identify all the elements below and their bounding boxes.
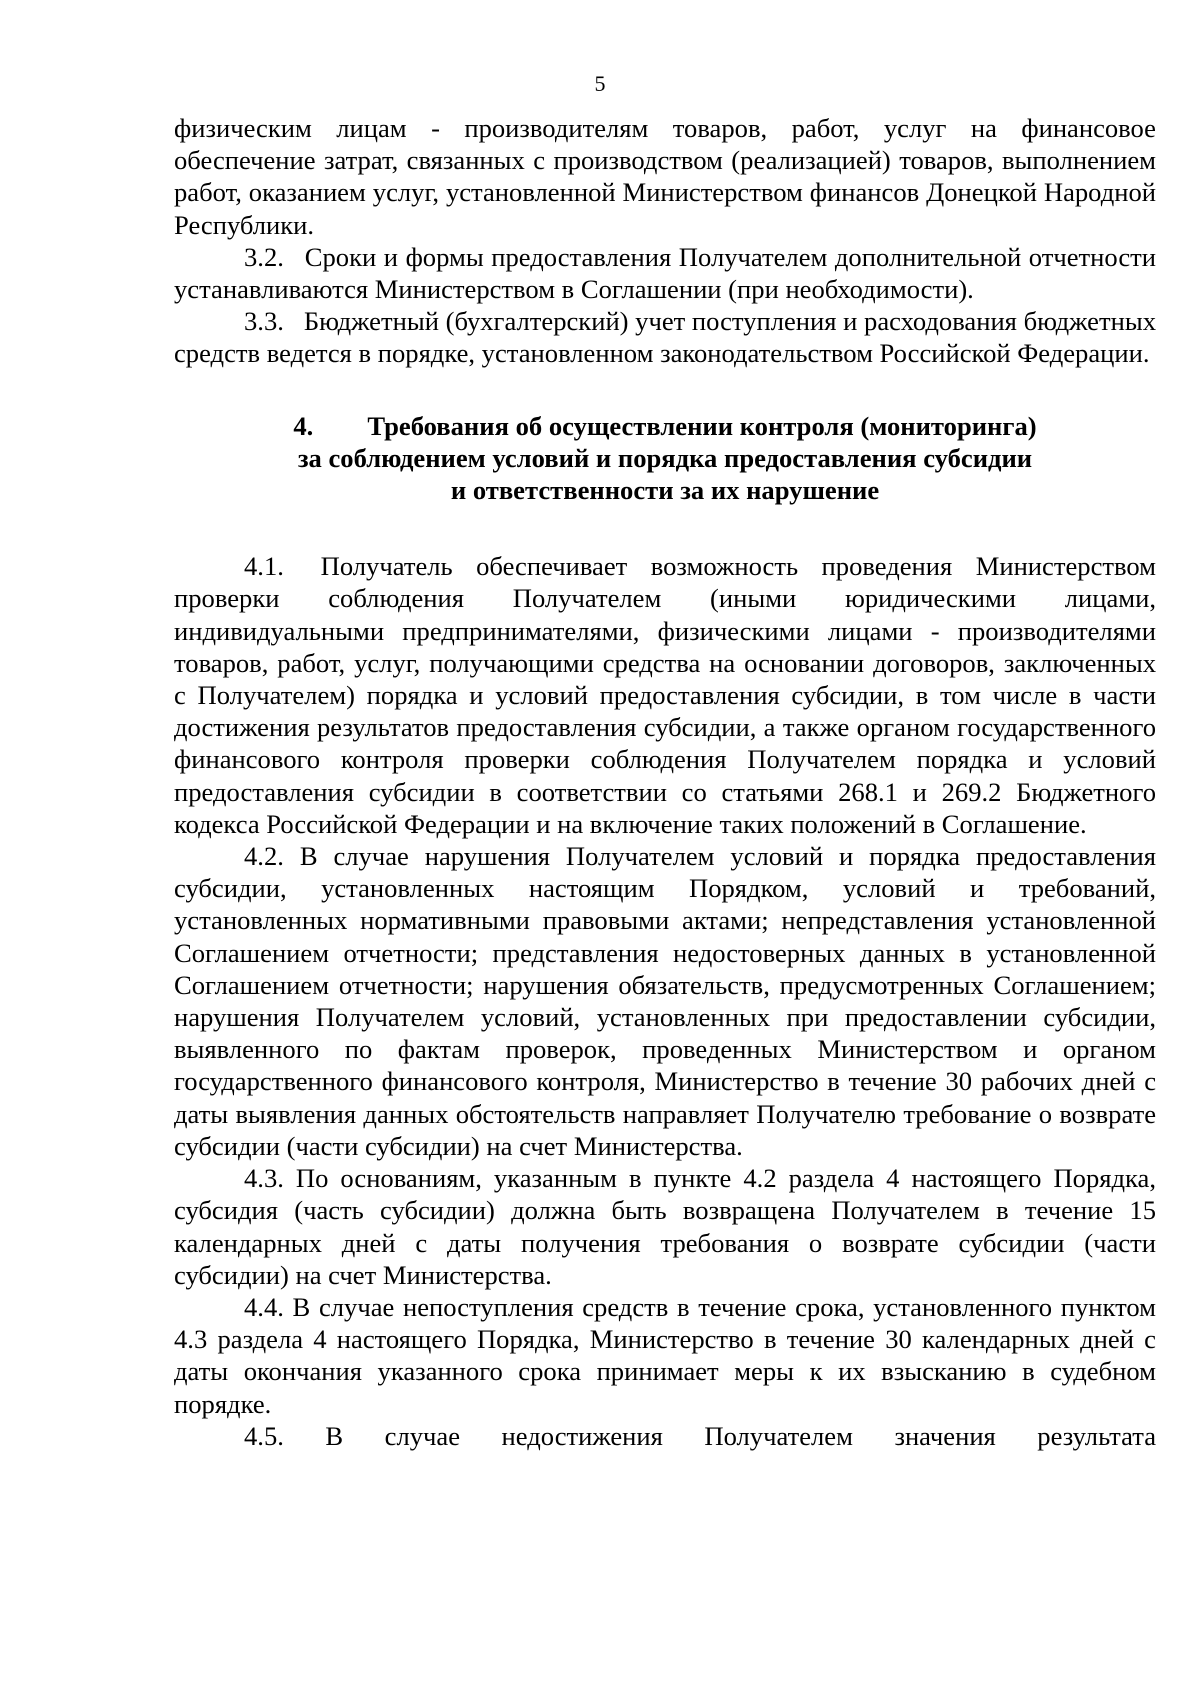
document-body: [174, 112, 1156, 1452]
paragraph-3-2: 3.2. Сроки и формы предоставления Получателем дополнительной отчетности устанавливаются Министерством в Соглашении (при необходимости).: [174, 241, 1156, 305]
paragraph-4-3: 4.3. По основаниям, указанным в пункте 4.2 раздела 4 настоящего Порядка, субсидия (часть субсидии) должна быть возвращена Получателем в течение 15 календарных дней с даты получения требования о возврате субсидии (части субсидии) на счет Министерства.: [174, 1163, 1156, 1290]
paragraph-4-5: 4.5. В случае недостижения Получателем значения результата: [244, 1420, 1156, 1451]
section-4-title-line-3: и ответственности за их нарушение: [450, 475, 880, 506]
section-4-heading-line-1: [174, 410, 1156, 442]
paragraph-4-4: 4.4. В случае непоступления средств в течение срока, установленного пунктом 4.3 раздела 4 настоящего Порядка, Министерство в течение 30 календарных дней с даты окончания указанного срока принимает меры к их взысканию в судебном порядке.: [174, 1291, 1156, 1419]
section-4-heading: [174, 410, 1156, 507]
section-4-number: 4.: [293, 410, 314, 441]
paragraph-4-2: 4.2. В случае нарушения Получателем условий и порядка предоставления субсидии, установленных настоящим Порядком, условий и требований, установленных нормативными правовыми актами; непредставления установленной Соглашением отчетности; представления недостоверных данных в установленной Соглашением отчетности; нарушения обязательств, предусмотренных Соглашением; нарушения Получателем условий, установленных при предоставлении субсидии, выявленного по фактам проверок, проведенных Министерством и органом государственного финансового контроля, Министерство в течение 30 рабочих дней с даты выявления данных обстоятельств направляет Получателю требование о возврате субсидии (части субсидии) на счет Министерства.: [174, 841, 1156, 1161]
paragraph-4-1: 4.1. Получатель обеспечивает возможность проведения Министерством проверки соблюдения Получателем (иными юридическими лицами, индивидуальными предпринимателями, физическими лицами - производителями товаров, работ, услуг, получающими средства на основании договоров, заключенных с Получателем) порядка и условий предоставления субсидии, в том числе в части достижения результатов предоставления субсидии, а также органом государственного финансового контроля проверки соблюдения Получателем порядка и условий предоставления субсидии в соответствии со статьями 268.1 и 269.2 Бюджетного кодекса Российской Федерации и на включение таких положений в Соглашение.: [174, 551, 1156, 839]
section-4-title-line-1: Требования об осуществлении контроля (мониторинга): [367, 410, 1037, 441]
page-number: 5: [594, 71, 606, 96]
section-4-title-line-2: за соблюдением условий и порядка предоставления субсидии: [297, 442, 1033, 473]
paragraph-continuation: физическим лицам - производителям товаров, работ, услуг на финансовое обеспечение затрат, связанных с производством (реализацией) товаров, выполнением работ, оказанием услуг, установленной Министерством финансов Донецкой Народной Республики.: [174, 113, 1156, 240]
paragraph-3-3: 3.3. Бюджетный (бухгалтерский) учет поступления и расходования бюджетных средств ведется в порядке, установленном законодательством Российской Федерации.: [174, 306, 1156, 369]
